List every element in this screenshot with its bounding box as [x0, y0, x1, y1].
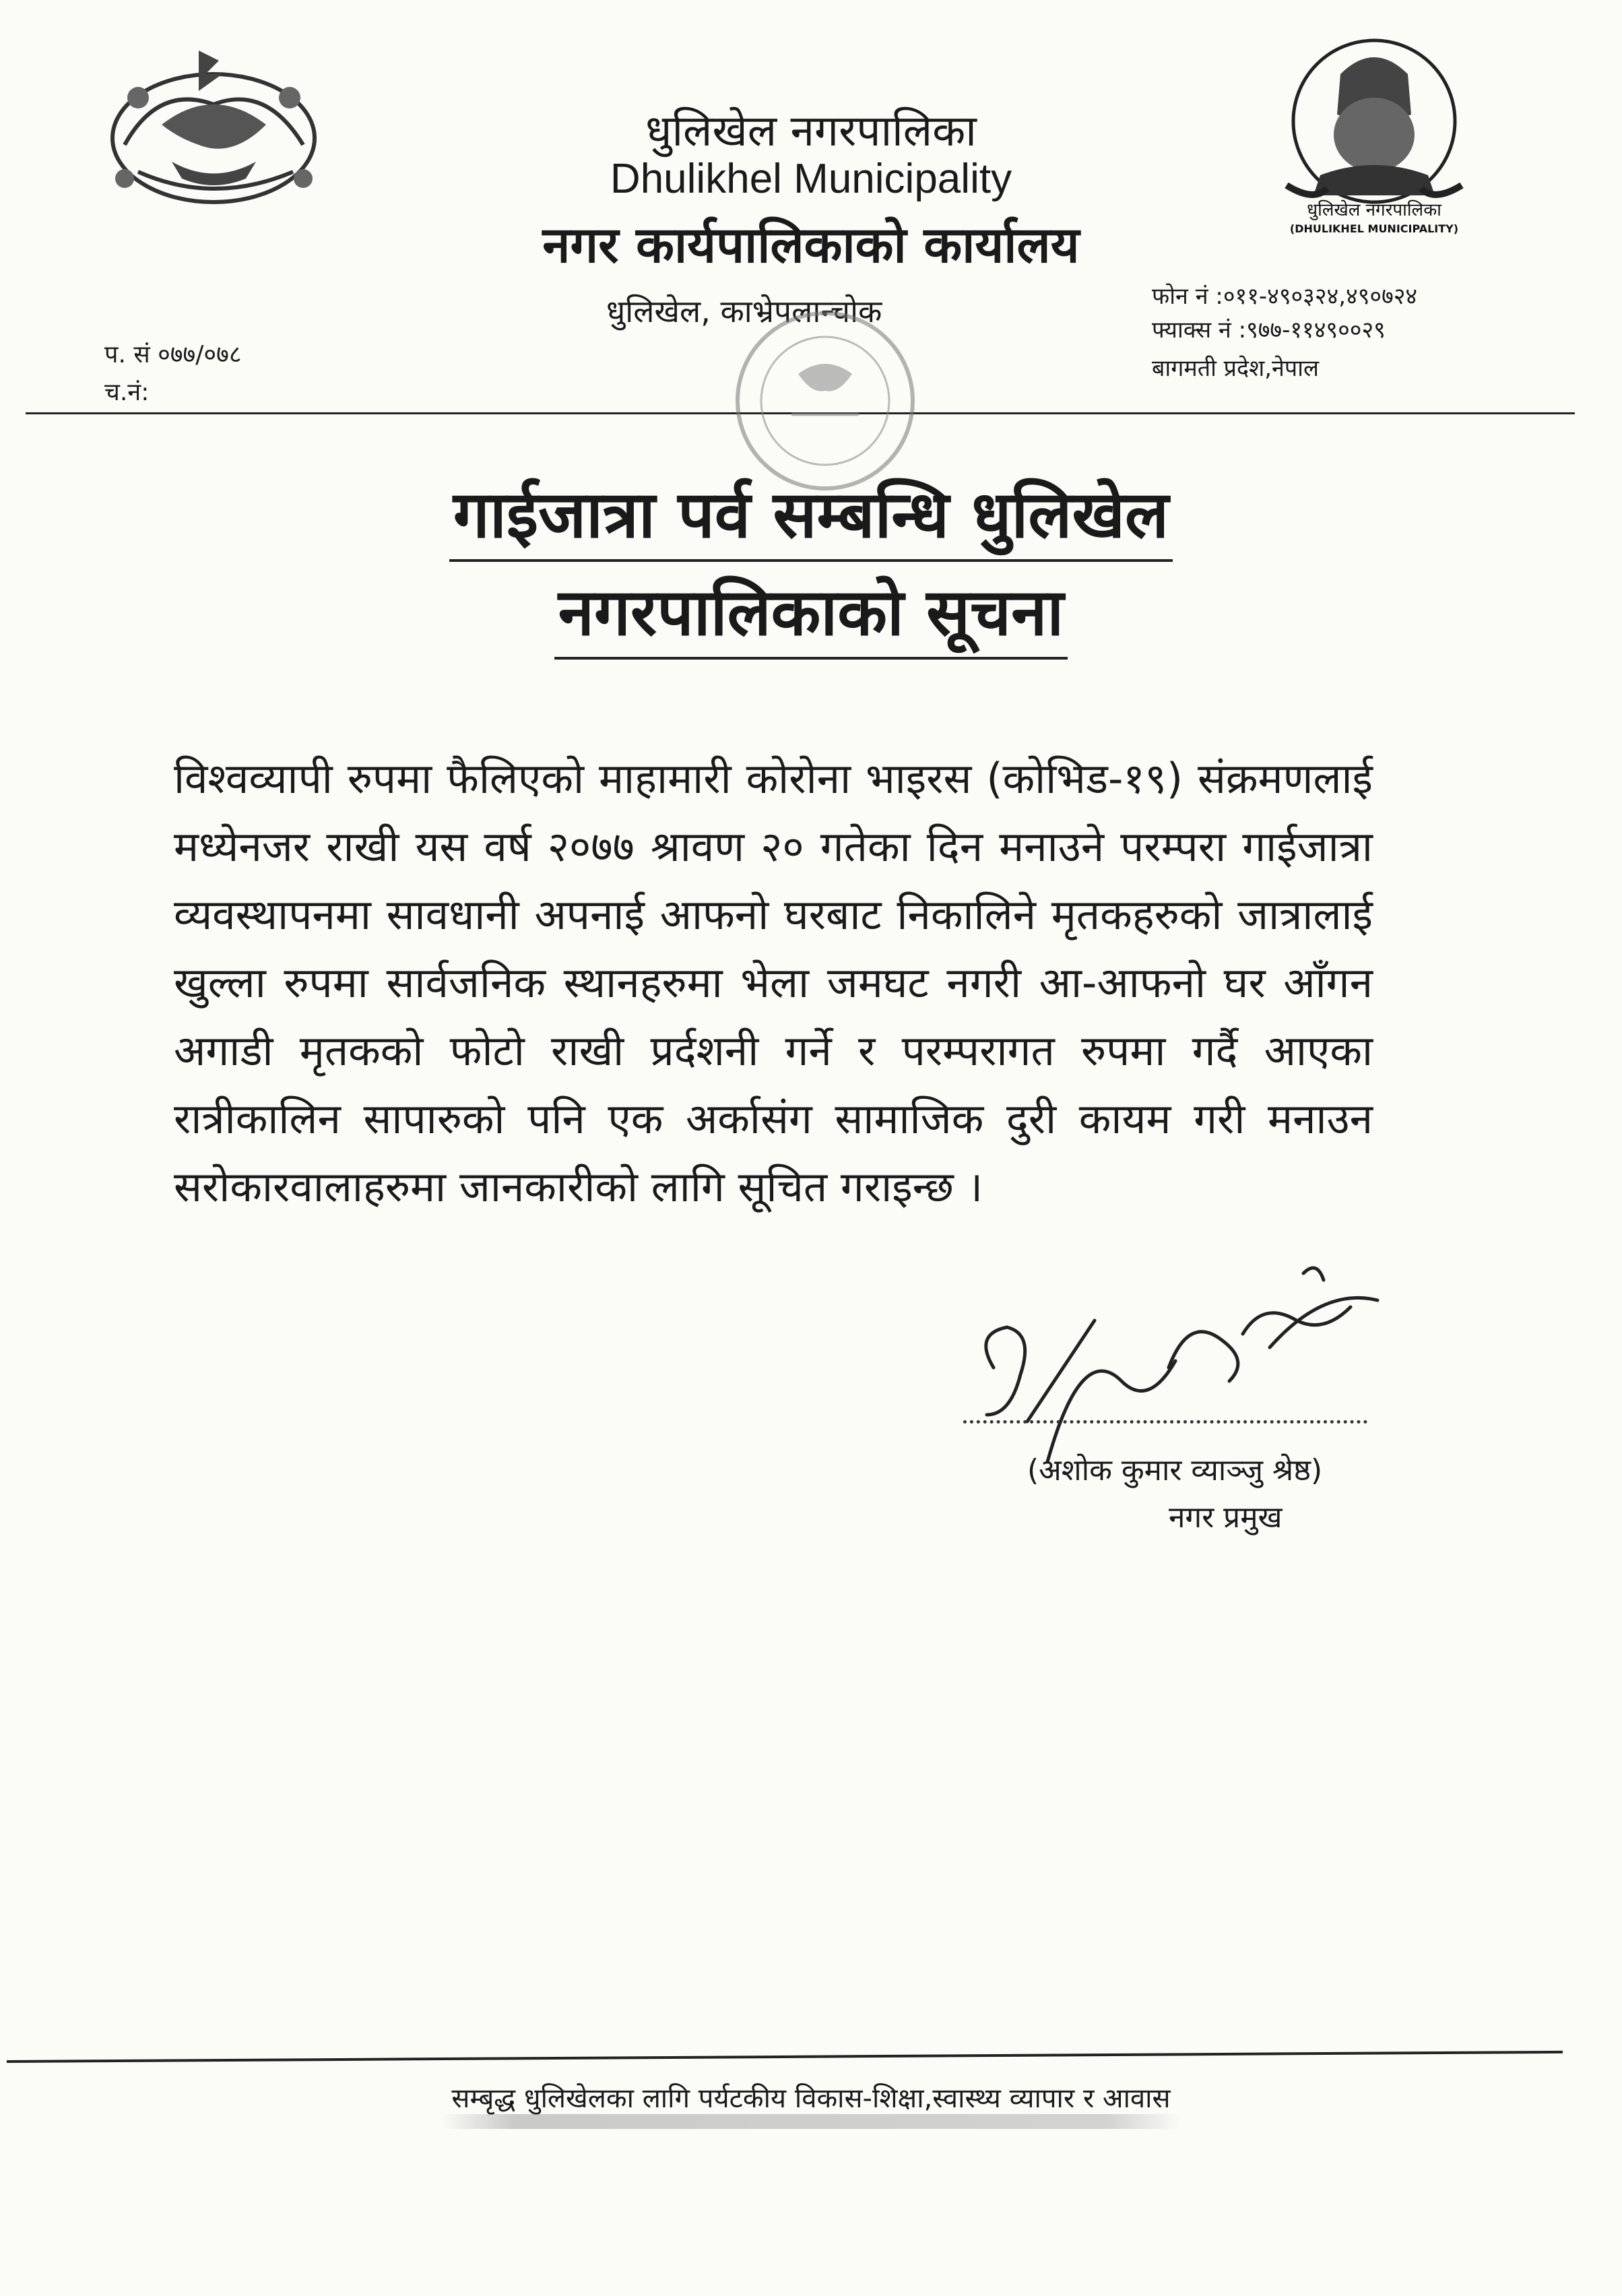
logo-caption: धुलिखेल नगरपालिका — [1307, 200, 1441, 220]
signer-name: (अशोक कुमार व्याञ्जु श्रेष्ठ) — [1027, 1453, 1323, 1488]
footer-cutoff-line — [0, 2114, 1622, 2129]
municipality-name-nepali: धुलिखेल नगरपालिका — [645, 106, 977, 156]
fax-number: फ्याक्स नं :९७७-११४९००२९ — [1152, 317, 1386, 344]
footer-slogan: सम्बृद्ध धुलिखेलका लागि पर्यटकीय विकास-शिक्षा,स्वास्थ्य व्यापार र आवास — [451, 2083, 1171, 2114]
notice-title-line1 — [0, 468, 1622, 562]
dispatch-number: च.नं: — [104, 379, 150, 406]
office-name: नगर कार्यपालिकाको कार्यालय — [542, 216, 1080, 274]
municipality-name-english: Dhulikhel Municipality — [610, 156, 1012, 202]
notice-title-line2 — [0, 566, 1622, 660]
title-line2-text: नगरपालिकाको सूचना — [554, 566, 1068, 660]
office-location: धुलिखेल, काभ्रेपलान्चोक — [606, 293, 882, 329]
signer-designation: नगर प्रमुख — [1169, 1500, 1283, 1535]
phone-number: फोन नं :०११-४९०३२४,४९०७२४ — [1152, 283, 1418, 310]
letter-number: प. सं ०७७/०७८ — [104, 341, 242, 369]
title-line1-text: गाईजात्रा पर्व सम्बन्धि धुलिखेल — [449, 468, 1173, 562]
signature-line — [963, 1420, 1367, 1424]
footer-divider — [7, 2051, 1563, 2063]
notice-body: विश्वव्यापी रुपमा फैलिएको माहामारी कोरोना भाइरस (कोभिड-१९) संक्रमणलाई मध्येनजर राखी यस वर्ष २०७७ श्रावण २० गतेका दिन मनाउने परम्परा गाईजात्रा व्यवस्थापनमा सावधानी अपनाई आफनो घरबाट निकालिने मृतकहरुको जात्रालाई खुल्ला रुपमा सार्वजनिक स्थानहरुमा भेला जमघट नगरी आ-आफनो घर आँगन अगाडी मृतकको फोटो राखी प्रर्दशनी गर्ने र परम्परागत रुपमा गर्दै आएका रात्रीकालिन सापारुको पनि एक अर्कासंग सामाजिक दुरी कायम गरी मनाउन सरोकारवालाहरुमा जानकारीको लागि सूचित गराइन्छ । — [174, 754, 1373, 1211]
province: बागमती प्रदेश,नेपाल — [1152, 355, 1320, 382]
logo-caption-en: (DHULIKHEL MUNICIPALITY) — [1289, 222, 1459, 235]
